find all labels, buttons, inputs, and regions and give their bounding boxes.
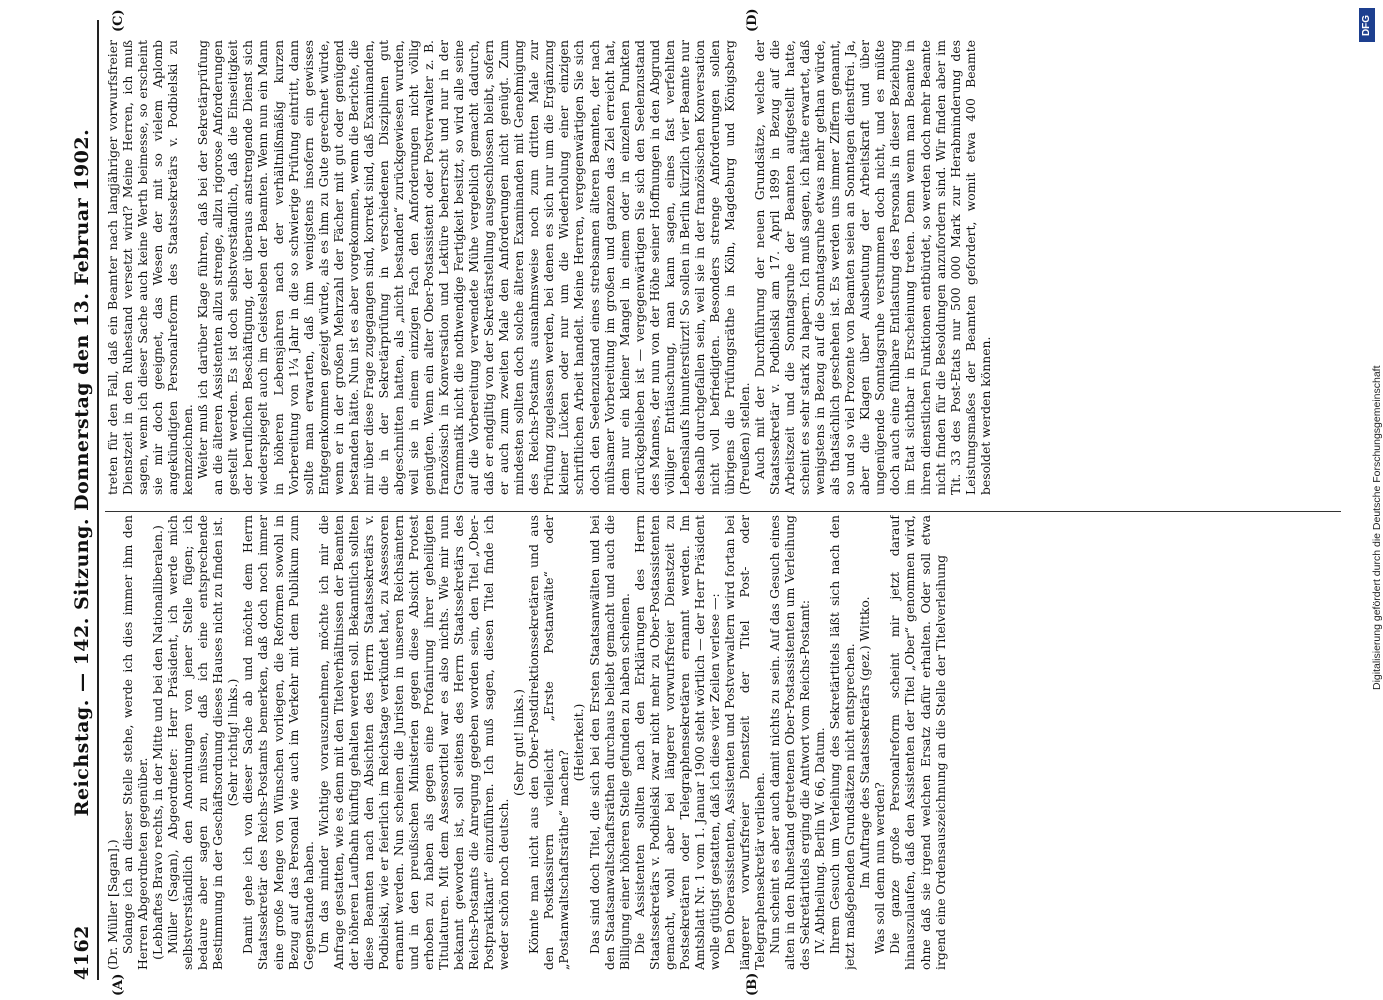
interjection: (Heiterkeit.) [571,703,587,782]
dfg-logo: DFG [1359,8,1375,42]
speaker-ref: (Dr. Müller [Sagan].) [105,839,120,970]
paragraph: Das sind doch Titel, die sich bei den Ersten Staatsanwälten und bei den Staatsanwaltschaftsräthen durchaus beliebt gemacht und auch die Billigung einer höheren Stelle gefunden zu haben scheinen. [586,515,632,970]
margin-marker-c: (C) [111,9,126,32]
paragraph: Was soll denn nun werden? [872,782,888,954]
header-rule [97,20,99,980]
interjection: (Sehr richtig! links.) [225,678,241,807]
paragraph: Weiter muß ich darüber Klage führen, daß bei der Sekretärprüfung an die älteren Assistenten allzu strenge, allzu rigorose Anforderungen gestellt werden. Es ist doch selbstverständlich, daß die Einseitigkeit der beruflichen Beschäftigung, der überaus anstrengende Dienst sich wiederspiegelt auch im Geistesleben der Beamten. Wenn nun ein Mann in höheren Lebensjahren nach der verhältnißmäßig kurzen Vorbereitung von 1¼ Jahr in die so schwierige Prüfung eintritt, dann sollte man erwarten, daß ihm wenigstens insofern ein gewisses Entgegenkommen gezeigt würde, als es ihm zu Gute gerechnet würde, wenn er in der großen Mehrzahl der Fächer mit gut oder genügend bestanden hätte. Nun ist es aber vorgekommen, wenn die Berichte, die mir über diese Frage zugegangen sind, korrekt sind, daß Examinanden, die in der Sekretärprüfung in verschiedenen Disziplinen gut abgeschnitten hatten, als „nicht bestanden“ zurückgewiesen wurden, weil sie in einem einzigen Fach den Anforderungen nicht völlig genügten. Wenn ein alter Ober-Postassistent oder Postverwalter z. B. französisch in Konversation und Lektüre beherrscht und nur in der Grammatik nicht die nothwendige Fertigkeit besitzt, so wird alle seine auf die Vorbereitung verwendete Mühe vergeblich gemacht dadurch, daß er endgiltig von der Sekretärstellung ausgeschlossen bleibt, sofern er auch zum zweiten Male den Anforderungen nicht genügt. Zum mindesten sollten doch solche älteren Examinanden mit Genehmigung des Reichs-Postamts ausnahmsweise noch zum dritten Male zur Prüfung zugelassen werden, bei denen es sich nur um die Ergänzung kleiner Lücken oder nur um die Wiederholung einer einzigen schriftlichen Arbeit handelt. Meine Herren, vergegenwärtigen Sie sich doch den Seelenzustand eines strebsamen älteren Beamten, der nach mühsamer Vorbereitung im großen und ganzen das Ziel erreicht hat, dem nur ein kleiner Mangel in einem oder in einzelnen Punkten zurückgeblieben ist — vergegenwärtigen Sie sich den Seelenzustand des Mannes, der nun von der Höhe seiner Hoffnungen in den Abgrund völliger Enttäuschung, man kann sagen, eines fast verfehlten Lebenslaufs hinunterstürzt! So sollen in Berlin kürzlich vier Beamte nur deshalb durchgefallen sein, weil sie in der französischen Konversation nicht voll befriedigten. Besonders strenge Anforderungen sollen übrigens die Prüfungsräthe in Köln, Magdeburg und Königsberg (Preußen) stellen. [195,40,752,495]
paragraph: treten für den Fall, daß ein Beamter nach langjähriger vorwurfsfreier Dienstzeit in den Ruhestand versetzt wird? Meine Herren, ich muß sagen, wenn ich dieser Sache auch keine Werth beimesse, so erscheint sie mir doch geeignet, das Wesen der mit so vielem Aplomb angekündigten Personalreform des Staatssekretärs v. Podbielski zu kennzeichnen. [105,40,196,495]
paragraph: Solange ich an dieser Stelle stehe, werde ich dies immer ihm den Herren Abgeordneten gegenüber. [120,515,151,970]
margin-marker-b: (B) [745,972,760,996]
paragraph: Um das minder Wichtige vorauszunehmen, möchte ich mir die Anfrage gestatten, wie es denn mit den Titelverhältnissen der Beamten der höheren Laufbahn künftig gehalten werden soll. Bekanntlich sollten diese Beamten nach den Absichten des Herrn Staatssekretärs v. Podbielski, wie er feierlich im Reichstage verkündet hat, zu Assessoren ernannt werden. Nun scheinen die Juristen in unseren Reichsämtern und in den preußischen Ministerien gegen diese Absicht Protest erhoben zu haben als gegen eine Profanirung ihrer geheiligten Titulaturen. Mit dem Assessortitel war es also nichts. Wie mir nun bekannt geworden ist, soll seitens des Herrn Staatssekretärs des Reichs-Postamts die Anregung gegeben worden sein, den Titel „Ober-Postpraktikant“ einzuführen. Ich muß sagen, diesen Titel finde ich weder schön noch deutsch. [315,515,512,970]
right-column [105,40,1341,495]
rotated-page [45,0,1355,1000]
letter-body: Ihrem Gesuch um Verleihung des Sekretärtitels läßt sich nach den jetzt maßgebenden Grundsätzen nicht entsprechen. [827,515,858,970]
paragraph: Die ganze große Personalreform scheint mir jetzt darauf hinauszulaufen, daß den Assistenten der Titel „Ober“ genommen wird, ohne daß sie irgend welchen Ersatz dafür erhalten. Oder soll etwa irgend eine Ordensauszeichnung an die Stelle der Titelverleihung [887,515,948,970]
interjection: (Sehr gut! links.) [511,689,527,796]
margin-marker-d: (D) [745,8,760,32]
paragraph: Auch mit der Durchführung der neuen Grundsätze, welche der Staatssekretär v. Podbielski am 17. April 1899 in Bezug auf die Arbeitszeit und die Sonntagsruhe der Beamten aufgestellt hatte, scheint es sehr stark zu hapern. Ich muß sagen, ich hätte erwartet, daß wenigstens in Bezug auf die Sonntagsruhe etwas mehr gethan würde, als thatsächlich geschehen ist. Es werden uns immer Ziffern genannt, so und so viel Prozente von Beamten seien an Sonntagen dienstfrei. Ja, aber die Klagen über Ausbeutung der Arbeitskraft und über ungenügende Sonntagsruhe verstummen doch nicht, und es müßte doch auch eine fühlbare Entlastung des Personals in dieser Beziehung im Etat sichtbar in Erscheinung treten. Denn wenn man Beamte in ihren dienstlichen Funktionen entbürdet, so werden doch mehr Beamte nicht finden für die Besoldungen anzufordern sind. Wir finden aber im Tit. 33 des Post-Etats nur 500 000 Mark zur Herabminderung des Leistungsmaßes der Beamten gefordert, womit etwa 400 Beamte besoldet werden können. [752,40,993,495]
attribution-strip [1349,0,1383,1000]
letter-signature: Im Auftrage des Staatssekretärs (gez.) Wittko. [857,596,873,889]
quotation: Den Oberassistenten, Assistenten und Postverwaltern wird fortan bei längerer vorwurfsfreier Dienstzeit der Titel Post- oder Telegraphensekretär verliehen. [721,515,768,970]
page-header [57,20,93,980]
paragraph: Nun scheint es aber auch damit nichts zu sein. Auf das Gesuch eines alten in den Ruhestand getretenen Ober-Postassistenten um Verleihung des Sekretärtitels erging die Antwort vom Reichs-Postamt: [767,515,813,970]
left-column [105,515,1341,970]
paragraph: Müller (Sagan), Abgeordneter: Herr Präsident, ich werde mich selbstverständlich den Anordnungen von jener Stelle fügen; ich bedaure aber sagen zu müssen, daß ich eine entsprechende Bestimmung in der Geschäftsordnung dieses Hauses nicht zu finden ist. [165,515,226,970]
page-number: 4162 [71,925,93,980]
paragraph: Könnte man nicht aus den Ober-Postdirektionssekretären und aus den Postkassirern vielleicht „Erste Postanwälte“ oder „Postanwaltschaftsräthe“ machen? [526,515,572,970]
paragraph: Die Assistenten sollten nach den Erklärungen des Herrn Staatssekretärs v. Podbielski zwar nicht mehr zu Ober-Postassistenten gemacht, wohl aber bei längerer vorwurfsfreier Dienstzeit zu Postsekretären oder Telegraphensekretären ernannt werden. Im Amtsblatt Nr. 1 vom 1. Januar 1900 steht wörtlich — der Herr Präsident wolle gütigst gestatten, daß ich diese vier Zeilen verlese —: [631,515,722,970]
letter-heading: IV. Abtheilung. Berlin W. 66, Datum. [812,727,828,954]
paragraph: Damit gehe ich von dieser Sache ab und möchte dem Herrn Staatssekretär des Reichs-Postamts bemerken, daß doch noch immer eine große Menge von Wünschen vorliegen, die Reformen sowohl in Bezug auf das Personal wie auch im Verkehr mit dem Publikum zum Gegenstande haben. [240,515,316,970]
column-divider [105,511,1341,512]
attribution-text: Digitalisierung gefördert durch die Deutsche Forschungsgemeinschaft [1371,365,1383,690]
margin-marker-a: (A) [111,973,126,996]
interjection: (Lebhaftes Bravo rechts, in der Mitte und bei den Nationalliberalen.) [150,525,166,960]
running-head: Reichstag. — 142. Sitzung. Donnerstag den 13. Februar 1902. [71,128,93,817]
